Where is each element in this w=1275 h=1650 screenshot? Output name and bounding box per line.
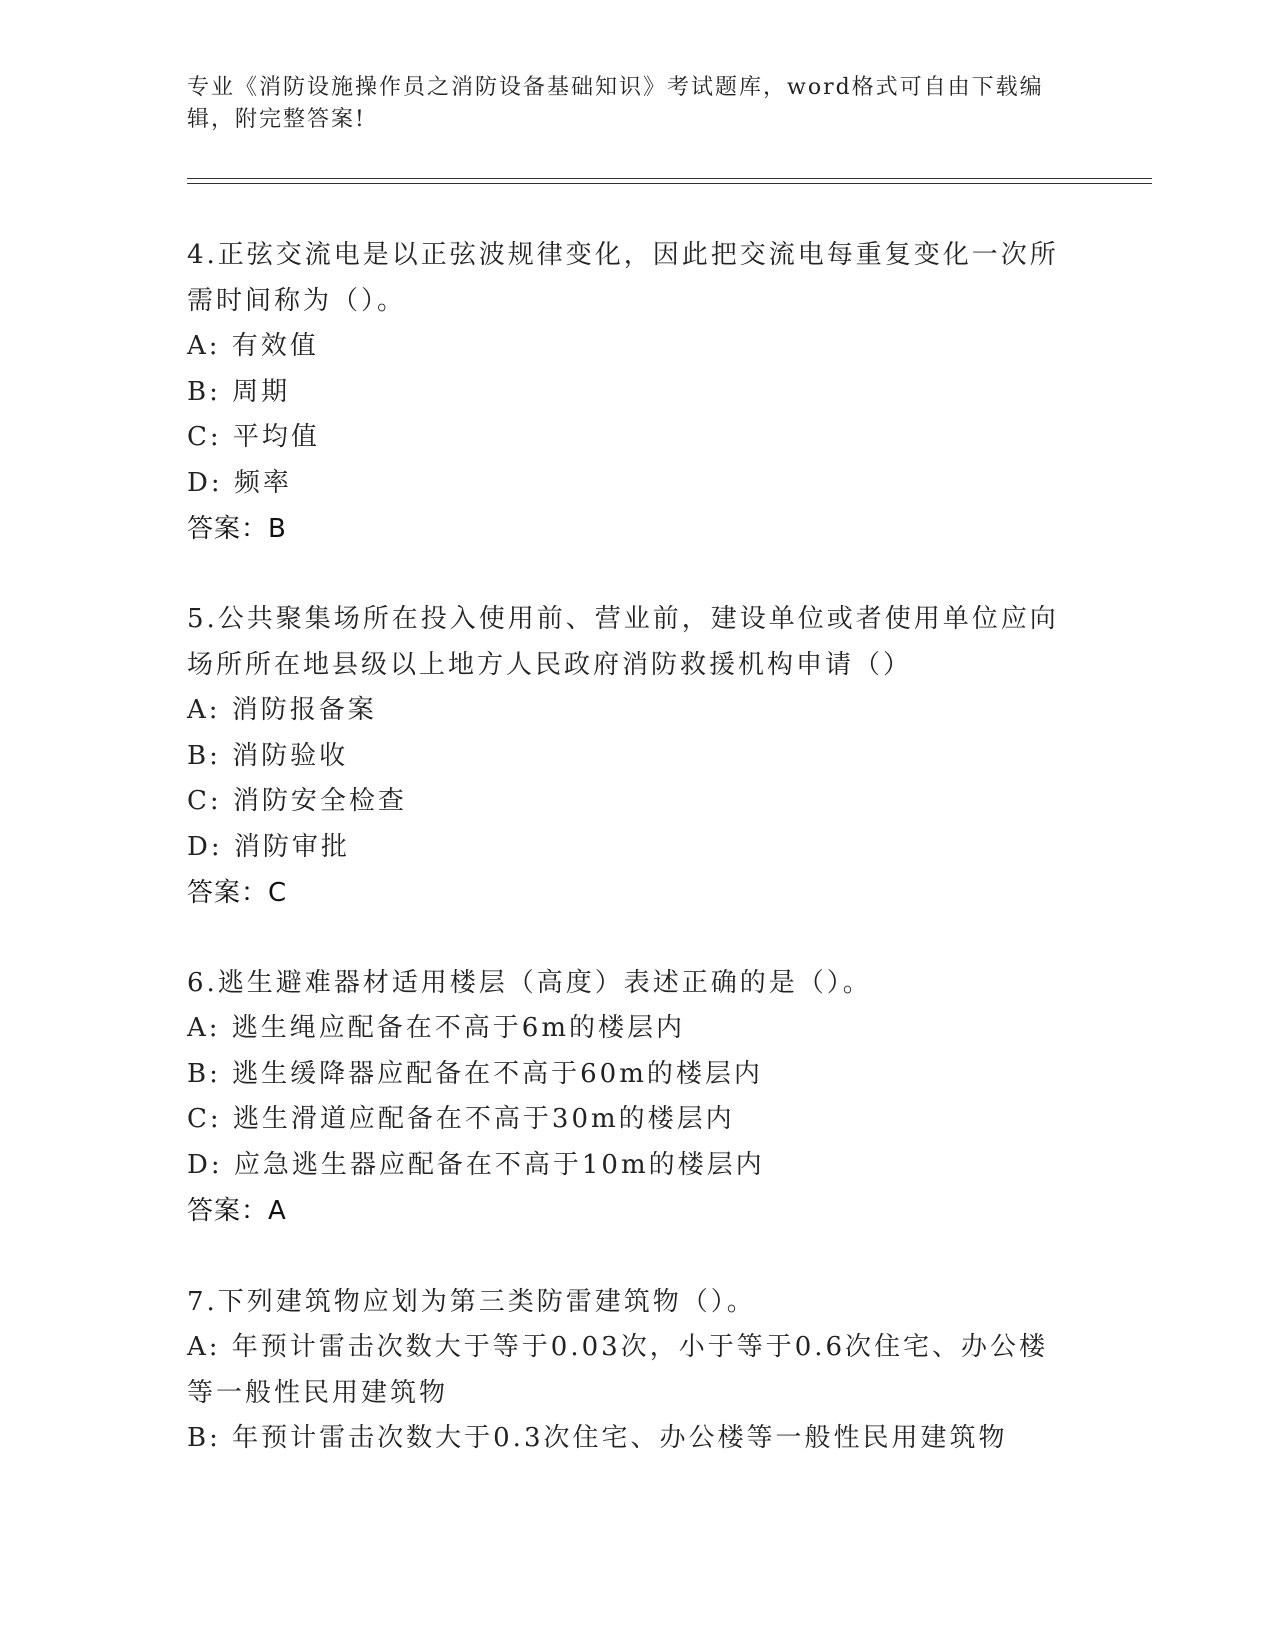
answer: 答案：C xyxy=(187,878,288,908)
option-a: A: 消防报备案 xyxy=(187,695,377,725)
option-b: B: 周期 xyxy=(187,376,291,407)
question-stem: 7.下列建筑物应划为第三类防雷建筑物（）。 xyxy=(187,1287,756,1317)
question-stem: 5.公共聚集场所在投入使用前、营业前，建设单位或者使用单位应向场所所在地县级以上地方人民政府消防救援机构申请（） xyxy=(187,604,1059,680)
option-b: B: 逃生缓降器应配备在不高于60m的楼层内 xyxy=(187,1058,763,1089)
option-d: D: 频率 xyxy=(187,467,292,498)
document-header: 专业《消防设施操作员之消防设备基础知识》考试题库，word格式可自由下载编辑，附完整答案! xyxy=(187,75,1044,132)
option-d: D: 消防审批 xyxy=(187,831,350,862)
option-a: A: 逃生绳应配备在不高于6m的楼层内 xyxy=(187,1013,685,1043)
answer: 答案：A xyxy=(187,1196,287,1226)
question-stem: 6.逃生避难器材适用楼层（高度）表述正确的是（）。 xyxy=(187,968,872,998)
question-7 xyxy=(187,1279,1067,1462)
option-a: A: 年预计雷击次数大于等于0.03次，小于等于0.6次住宅、办公楼等一般性民用建筑物 xyxy=(187,1332,1049,1408)
question-4 xyxy=(187,232,1067,552)
option-d: D: 应急逃生器应配备在不高于10m的楼层内 xyxy=(187,1149,765,1180)
question-stem: 4.正弦交流电是以正弦波规律变化，因此把交流电每重复变化一次所需时间称为（）。 xyxy=(187,240,1059,316)
option-c: C: 逃生滑道应配备在不高于30m的楼层内 xyxy=(187,1104,735,1134)
option-c: C: 消防安全检查 xyxy=(187,786,407,816)
header-divider-top xyxy=(187,178,1152,179)
option-a: A: 有效值 xyxy=(187,331,319,361)
question-5 xyxy=(187,596,1067,916)
header-divider-bottom xyxy=(187,183,1152,184)
question-6 xyxy=(187,960,1067,1234)
option-b: B: 消防验收 xyxy=(187,740,349,771)
option-b: B: 年预计雷击次数大于0.3次住宅、办公楼等一般性民用建筑物 xyxy=(187,1423,1008,1453)
answer: 答案：B xyxy=(187,514,287,544)
option-c: C: 平均值 xyxy=(187,422,320,452)
